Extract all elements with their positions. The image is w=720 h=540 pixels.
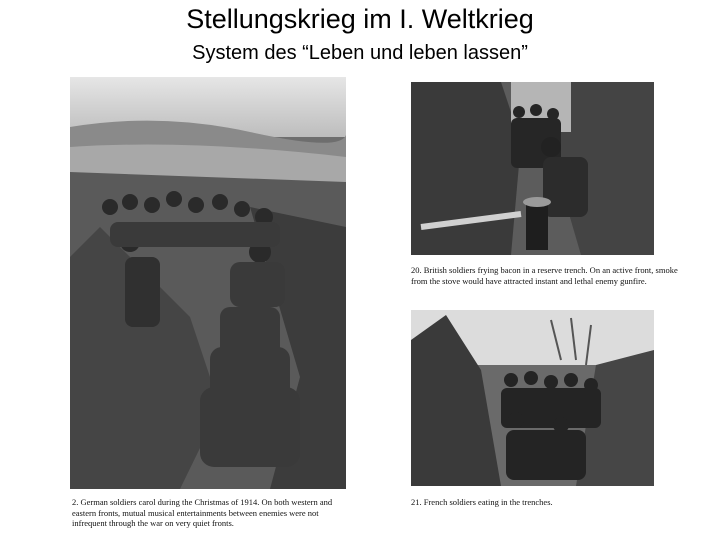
photo-german-soldiers-carol bbox=[70, 77, 346, 489]
caption-german-soldiers: 2. German soldiers carol during the Christmas of 1914. On both western and eastern fronts, mutual musical entertainments between enemies were not infrequent through the war on very quiet fronts. bbox=[72, 497, 333, 528]
photo-british-soldiers-bacon bbox=[411, 82, 654, 255]
photo-french-soldiers-eating bbox=[411, 310, 654, 486]
caption-british-soldiers: 20. British soldiers frying bacon in a reserve trench. On an active front, smoke from the stove would have attracted instant and lethal enemy gunfire. bbox=[411, 265, 678, 286]
slide-subtitle: System des “Leben und leben lassen” bbox=[192, 42, 528, 64]
caption-french-soldiers: 21. French soldiers eating in the trenches. bbox=[411, 497, 553, 507]
slide-title: Stellungskrieg im I. Weltkrieg bbox=[186, 4, 534, 34]
